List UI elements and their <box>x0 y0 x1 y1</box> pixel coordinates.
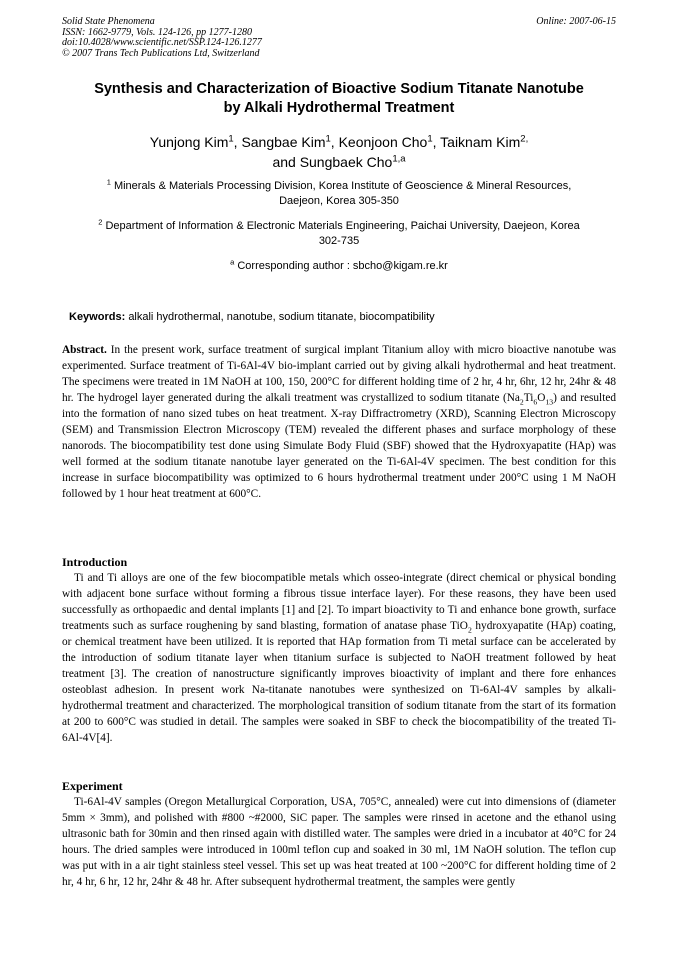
author-line-2 <box>62 152 616 172</box>
abstract-text: In the present work, surface treatment of surgical implant Titanium alloy with micro bioactive nanotube was experimented. Surface treatment of Ti-6Al-4V bio-implant carried out by giving alkali hydrothermal and heat treatment. The specimens were treated in 1M NaOH at 100, 150, 200°C for different holding time of 2 hr, 4 hr, 6hr, 12 hr, 24hr & 48 hr. The hydrogel layer generated during the alkali treatment was crystallized to sodium titanate (Na <box>62 344 617 404</box>
keywords-label: Keywords: <box>69 311 126 323</box>
abstract-text: Ti <box>523 392 534 404</box>
author-separator: , <box>330 134 339 150</box>
corresponding-marker: a <box>230 257 235 267</box>
author-affiliation-mark: 1 <box>325 133 331 145</box>
affiliation-text: 302-735 <box>318 235 360 247</box>
author-affiliation-mark: 1 <box>427 133 433 145</box>
subscript: 13 <box>545 397 554 407</box>
affiliation-2 <box>62 219 616 249</box>
title-line-1: Synthesis and Characterization of Bioactive Sodium Titanate Nanotube <box>94 81 584 97</box>
issn-line: ISSN: 1662-9779, Vols. 124-126, pp 1277-1280 <box>62 26 252 38</box>
author-affiliation-mark: 1,a <box>392 153 406 165</box>
author-separator: , <box>233 134 242 150</box>
title-line-2: by Alkali Hydrothermal Treatment <box>223 100 455 116</box>
author-line-1 <box>62 132 616 152</box>
author-list <box>62 132 616 172</box>
author-name: Sungbaek Cho <box>299 154 393 170</box>
abstract <box>62 342 616 502</box>
abstract-text: O <box>537 392 546 404</box>
author-name: Sangbae Kim <box>241 134 326 150</box>
subscript: 6 <box>533 397 538 407</box>
copyright-line: © 2007 Trans Tech Publications Ltd, Switzerland <box>62 47 260 59</box>
corresponding-text: Corresponding author : sbcho@kigam.re.kr <box>237 260 448 272</box>
subscript: 2 <box>467 625 472 635</box>
subscript: 2 <box>519 397 524 407</box>
author-name: Taiknam Kim <box>440 134 521 150</box>
author-separator: , <box>432 134 441 150</box>
introduction-heading: Introduction <box>62 555 128 569</box>
paper-title <box>62 80 616 118</box>
online-date: Online: 2007-06-15 <box>536 16 616 27</box>
affiliation-text: Minerals & Materials Processing Division, Korea Institute of Geoscience & Mineral Resources, <box>113 180 572 192</box>
paragraph-text: hydroxyapatite (HAp) coating, or chemical treatment have been utilized. It is reported that HAp formation from Ti metal surface can be accelerated by the introduction of sodium titanate layer when titanium surface is subjected to NaOH treatment followed by heat treatment [3]. The creation of nanostructure significantly improves bioactivity of implant and there fore enhances osteoblast adhesion. In present work Na-titanate nanotubes were synthesized on Ti-6Al-4V samples by alkali-hydrothermal treatment and characterized. The morphological transition of sodium titanate from the start of its formation at 200 to 600°C was studied in detail. The samples were soaked in SBF to check the biocompatibility of the treated Ti-6Al-4V[4]. <box>62 620 616 744</box>
corresponding-author <box>62 259 616 274</box>
affiliation-marker: 2 <box>98 217 103 227</box>
author-conjunction: and <box>272 154 300 170</box>
author-name: Keonjoon Cho <box>338 134 428 150</box>
paragraph-text: Ti and Ti alloys are one of the few biocompatible metals which osseo-integrate (direct chemical or physical bonding with adjacent bone surface without forming a fibrous tissue interface layer). For these reasons, they have been used successfully as orthopaedic and dental implants [1] and [2]. To impart bioactivity to Ti and enhance bone growth, surface treatments such as surface roughening by sand blasting, formation of anatase phase TiO <box>62 572 616 632</box>
doi-line: doi:10.4028/www.scientific.net/SSP.124-126.1277 <box>62 37 262 48</box>
author-name: Yunjong Kim <box>149 134 229 150</box>
author-affiliation-mark: 1 <box>228 133 234 145</box>
experiment-heading: Experiment <box>62 779 123 793</box>
abstract-text: ) and resulted into the formation of nano sized tubes on heat treatment. X-ray Diffractrometry (XRD), Scanning Electron Microscopy (SEM) and Transmission Electron Microscopy (TEM) revealed the different phases and surface morphology of these nanorods. The biocompatibility test done using Simulate Body Fluid (SBF) showed that the Hydroxyapatite (HAp) was well formed at the sodium titanate nanotube layer generated on the Ti-6Al-4V specimen. The best condition for this increase in surface biocompatibility was optimized to 6 hours hydrothermal treatment under 200°C using 1 M NaOH followed by 1 hour heat treatment at 600°C. <box>62 392 616 500</box>
keywords-text: alkali hydrothermal, nanotube, sodium titanate, biocompatibility <box>128 311 435 323</box>
publication-header <box>62 17 616 59</box>
affiliation-text: Daejeon, Korea 305-350 <box>279 195 399 207</box>
affiliation-marker: 1 <box>106 177 111 187</box>
journal-name: Solid State Phenomena <box>62 16 155 27</box>
abstract-label: Abstract. <box>62 344 107 356</box>
experiment-paragraph: Ti-6Al-4V samples (Oregon Metallurgical Corporation, USA, 705°C, annealed) were cut into dimensions of (diameter 5mm × 3mm), and polished with #800 ~#2000, SiC paper. The samples were rinsed in acetone and the ethanol using ultrasonic bath for 30min and then rinsed again with distilled water. The samples were dried in a incubator at 40°C for 24 hours. The dried samples were introduced in 100ml teflon cup and soaked in 30 ml, 1M NaOH solution. The teflon cup was put with in a air tight stainless steel vessel. This set up was heat treated at 100 ~200°C for different holding time of 2 hr, 4 hr, 6 hr, 12 hr, 24hr & 48 hr. After subsequent hydrothermal treatment, the samples were gently <box>62 796 616 888</box>
author-affiliation-mark: 2, <box>520 133 529 145</box>
affiliation-text: Department of Information & Electronic Materials Engineering, Paichai University, Daejeon, Korea <box>105 220 580 232</box>
affiliation-1 <box>62 179 616 209</box>
keywords <box>69 310 616 325</box>
introduction-paragraph <box>62 570 616 746</box>
